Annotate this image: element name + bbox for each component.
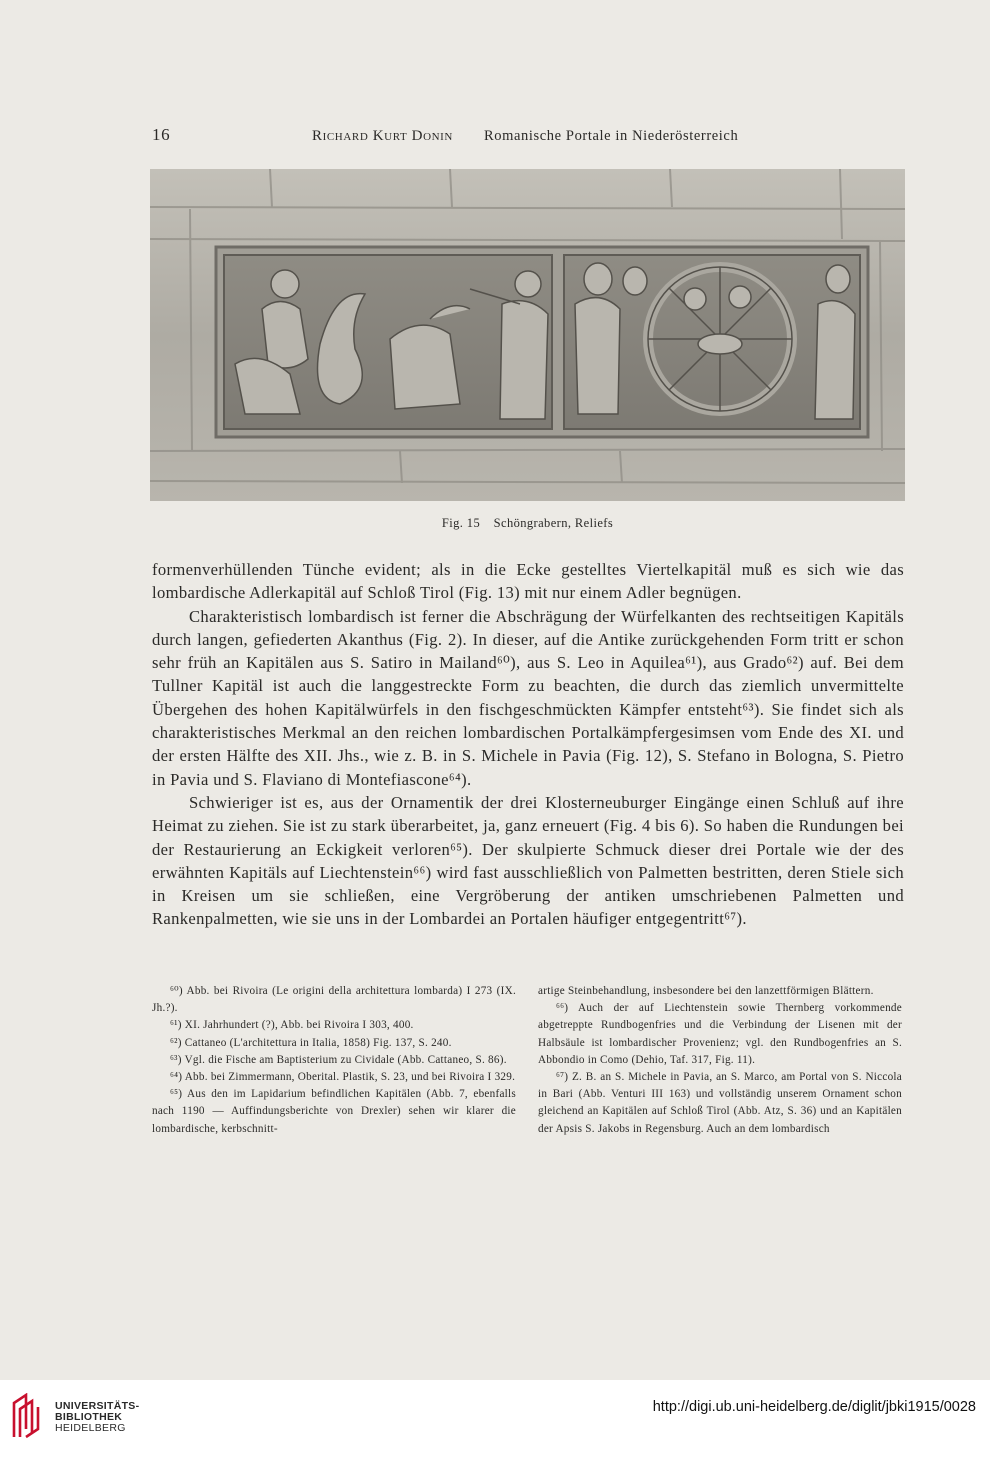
author-name: Richard Kurt Donin	[312, 128, 453, 144]
body-text	[152, 558, 904, 931]
paragraph: Charakteristisch lombardisch ist ferner die Abschrägung der Würfelkanten des rechtseitigen Kapitäls durch langen, gefiederten Akanthus (Fig. 2). In dieser, auf die Antike zurückgehenden Form tritt er schon sehr früh an Kapitälen aus S. Satiro in Mailand⁶⁰), aus S. Leo in Aquilea⁶¹), aus Grado⁶²) auf. Bei dem Tullner Kapitäl ist auch die langgestreckte Form zu beachten, die durch das ziemlich unvermittelte Übergehen des hohen Kapitälwürfels in den fischgeschmückten Kämpfer entsteht⁶³). Sie findet sich als charakteristisches Merkmal an den reichen lombardischen Portalkämpfergesimsen vom Ende des XI. und der ersten Hälfte des XII. Jhs., wie z. B. in S. Michele in Pavia (Fig. 12), S. Stefano in Bologna, S. Pietro in Pavia und S. Flaviano di Montefiascone⁶⁴).	[152, 606, 904, 789]
footnote: ⁶⁰) Abb. bei Rivoira (Le origini della architettura lombarda) I 273 (IX. Jh.?).	[152, 985, 516, 1015]
footnote: ⁶⁵) Aus den im Lapidarium befindlichen Kapitälen (Abb. 7, ebenfalls nach 1190 — Auffindungsberichte von Drexler) sehen wir klarer die lombardische, kerbschnitt-	[152, 1088, 516, 1135]
footnote: ⁶⁶) Auch der auf Liechtenstein sowie Thernberg vorkommende abgetreppte Rundbogenfries und die Verbindung der Lisenen mit der Halbsäule ist lombardischer Provenienz; vgl. den Rundbogenfries an S. Abbondio in Como (Dehio, Taf. 317, Fig. 11).	[538, 1002, 902, 1066]
footnote: ⁶⁷) Z. B. an S. Michele in Pavia, an S. Marco, am Portal von S. Niccola in Bari (Abb. Venturi III 163) und vollständig unserem Ornament schon gleichend an Kapitälen auf Schloß Tirol (Abb. Atz, S. 36) und an Kapitälen der Apsis S. Jakobs in Regensburg. Auch an dem lombardisch	[538, 1071, 902, 1135]
footnote: ⁶³) Vgl. die Fische am Baptisterium zu Cividale (Abb. Cattaneo, S. 86).	[170, 1053, 507, 1066]
library-name-line2: BIBLIOTHEK	[55, 1411, 123, 1423]
footnotes-left-column	[152, 983, 516, 1138]
relief-illustration	[150, 169, 905, 501]
library-name-line1: UNIVERSITÄTS-	[55, 1400, 140, 1412]
viewer-footer	[0, 1380, 990, 1457]
figure-label: Fig. 15	[441, 516, 481, 530]
figure-caption	[150, 516, 905, 531]
permalink-url[interactable]: http://digi.ub.uni-heidelberg.de/diglit/jbki1915/0028	[652, 1399, 976, 1415]
library-logo-icon	[10, 1393, 46, 1439]
footnote: ⁶⁴) Abb. bei Zimmermann, Oberital. Plastik, S. 23, und bei Rivoira I 329.	[170, 1071, 516, 1084]
library-name	[55, 1401, 139, 1434]
footnote-continuation: artige Steinbehandlung, insbesondere bei den lanzettförmigen Blättern.	[538, 985, 874, 997]
paragraph: Schwieriger ist es, aus der Ornamentik der drei Klosterneuburger Eingänge einen Schluß auf ihre Heimat zu ziehen. Sie ist zu stark überarbeitet, ja, ganz erneuert (Fig. 4 bis 6). So haben die Rundungen bei der Restaurierung an Eckigkeit verloren⁶⁵). Der skulpierte Schmuck dieser drei Portale wie der des erwähnten Kapitäls auf Liechtenstein⁶⁶) wird fast ausschließlich von Palmetten bestritten, deren Stiele sich in Kreisen um sie schließen, eine Vergröberung der antiken umschriebenen Palmetten und Rankenpalmetten, wie sie uns in der Lombardei an Portalen häufiger entgegentritt⁶⁷).	[152, 792, 904, 929]
footnote: ⁶¹) XI. Jahrhundert (?), Abb. bei Rivoira I 303, 400.	[170, 1019, 414, 1032]
figure-caption-text: Schöngrabern, Reliefs	[493, 516, 614, 530]
library-name-line3: HEIDELBERG	[55, 1422, 126, 1434]
relief-photograph	[150, 169, 905, 501]
footnotes-right-column	[538, 983, 902, 1138]
running-head	[150, 125, 910, 148]
paragraph: formenverhüllenden Tünche evident; als in die Ecke gestelltes Viertelkapitäl muß es sich wie das lombardische Adlerkapitäl auf Schloß Tirol (Fig. 13) mit nur einem Adler begnügen.	[152, 560, 904, 603]
article-title: Romanische Portale in Niederösterreich	[484, 128, 739, 144]
footnote: ⁶²) Cattaneo (L'architettura in Italia, 1858) Fig. 137, S. 240.	[170, 1036, 452, 1049]
page-number: 16	[152, 125, 171, 144]
